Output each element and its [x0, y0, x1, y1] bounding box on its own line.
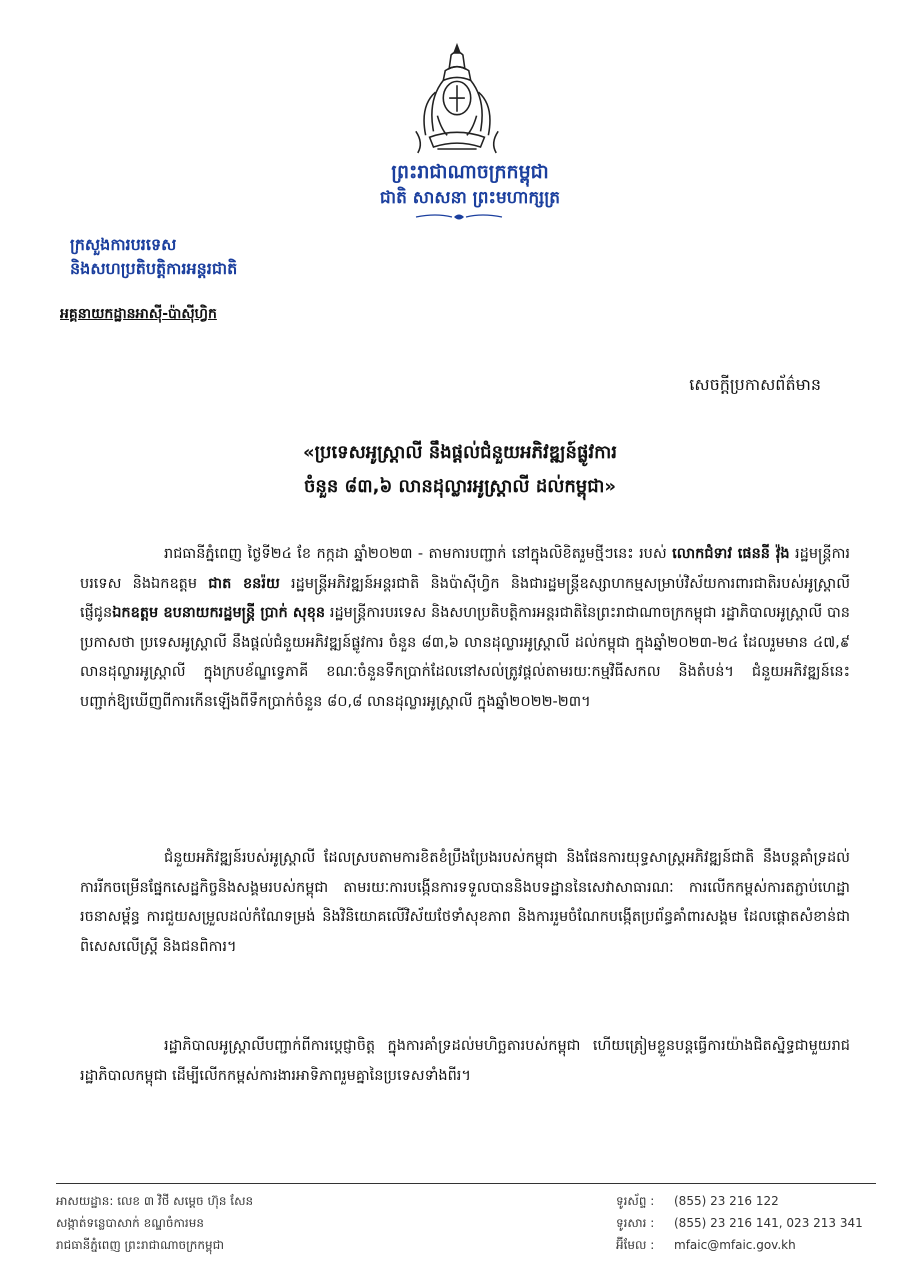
notice-label: សេចក្តីប្រកាសព័ត៌មាន	[689, 375, 821, 394]
email-label: អ៊ីមែល :	[616, 1238, 655, 1252]
p1-bold-2: ជាត ខនរ៉យ	[208, 575, 280, 592]
body-paragraph-2: ជំនួយអភិវឌ្ឍន៍របស់អូស្ត្រាលី ដែលស្របតាមការខិតខំប្រឹងប្រែងរបស់កម្ពុជា និងផែនការយុទ្ធសាស្ត្រអភិវឌ្ឍន៍ជាតិ នឹងបន្តគាំទ្រដល់ការរីកចម្រើនផ្នែកសេដ្ឋកិច្ចនិងសង្គមរបស់កម្ពុជា តាមរយៈការបង្កើនការទទួលបាននិងបទដ្ឋាននៃសេវាសាធារណៈ ការលើកកម្ពស់ការតភ្ជាប់ហេដ្ឋារចនាសម្ព័ន្ធ ការជួយសម្រួលដល់កំណែទម្រង់ និងវិនិយោគលើវិស័យថែទាំសុខភាព និងការរួមចំណែកបង្កើតប្រព័ន្ធគាំពារសង្គម ដែលផ្តោតសំខាន់ជាពិសេសលើស្ត្រី និងជនពិការ។	[80, 850, 850, 955]
p1-text-3: រដ្ឋមន្ត្រីអភិវឌ្ឍន៍អន្តរជាតិ និងប៉ាស៊ីហ្វិក និងជារដ្ឋមន្ត្រីឧស្សាហកម្មសម្រាប់វិស័យការពារជាតិរបស់អូស្ត្រាលី ផ្ញើជូន	[80, 575, 850, 621]
fax-number: (855) 23 216 141, 023 213 341	[674, 1216, 863, 1230]
p1-bold-3: ឯកឧត្តម ឧបនាយករដ្ឋមន្ត្រី ប្រាក់ សុខុន	[112, 605, 326, 621]
address-label: អាសយដ្ឋាន:	[56, 1194, 118, 1208]
p1-text-1: រាជធានីភ្នំពេញ ថ្ងៃទី២៤ ខែ កក្កដា ឆ្នាំ២០២៣ - តាមការបញ្ជាក់ នៅក្នុងលិខិតរួមថ្មីៗនេះ របស់	[164, 546, 673, 562]
ministry-line-2: និងសហប្រតិបត្តិការអន្តរជាតិ	[70, 259, 238, 278]
ornament-divider-icon	[414, 212, 504, 222]
p1-text-4: រដ្ឋមន្ត្រីការបរទេស និងសហប្រតិបត្តិការអន្តរជាតិនៃព្រះរាជាណាចក្រកម្ពុជា រដ្ឋាភិបាលអូស្ត្រាលី បានប្រកាសថា ប្រទេសអូស្ត្រាលី នឹងផ្តល់ជំនួយអភិវឌ្ឍន៍ផ្លូវការ ចំនួន ៨៣,៦ លានដុល្លារអូស្ត្រាលី ដល់កម្ពុជា ក្នុងឆ្នាំ២០២៣-២៤ ដែលរួមមាន ៤៧,៩ លានដុល្លារអូស្ត្រាលី ក្នុងក្របខ័ណ្ឌទ្វេភាគី ខណៈចំនួនទឹកប្រាក់ដែលនៅសល់ត្រូវផ្តល់តាមរយៈកម្មវិធីសកល និងតំបន់។ ជំនួយអភិវឌ្ឍន៍នេះ បញ្ជាក់ឱ្យឃើញពីការកើនឡើងពីទឹកប្រាក់ចំនួន ៨០,៨ លានដុល្លារអូស្ត្រាលី ក្នុងឆ្នាំ២០២២-២៣។	[80, 605, 851, 710]
p1-text-2: រដ្ឋមន្ត្រីការបរទេស និងឯកឧត្តម	[80, 546, 850, 592]
body-paragraph-1	[80, 540, 850, 717]
royal-coat-of-arms-icon	[408, 40, 506, 160]
address-line-3: រាជធានីភ្នំពេញ ព្រះរាជាណាចក្រកម្ពុជា	[56, 1238, 224, 1252]
body-paragraph-3: រដ្ឋាភិបាលអូស្ត្រាលីបញ្ជាក់ពីការប្តេជ្ញាចិត្ត ក្នុងការគាំទ្រដល់មហិច្ឆតារបស់កម្ពុជា ហើយត្រៀមខ្លួនបន្តធ្វើការយ៉ាងជិតស្និទ្ធជាមួយរាជរដ្ឋាភិបាលកម្ពុជា ដើម្បីលើកកម្ពស់ការងារអាទិភាពរួមគ្នានៃប្រទេសទាំងពីរ។	[80, 1038, 850, 1084]
headline-line-1: «ប្រទេសអូស្ត្រាលី នឹងផ្តល់ជំនួយអភិវឌ្ឍន៍ផ្លូវការ	[303, 442, 617, 463]
address-line-1: លេខ ៣ វិថី សម្តេច ហ៊ុន សែន	[117, 1194, 254, 1208]
footer-contacts	[616, 1190, 863, 1256]
headline-line-2: ចំនួន ៨៣,៦ លានដុល្លារអូស្ត្រាលី ដល់កម្ពុជា»	[303, 476, 616, 497]
ministry-heading	[70, 233, 237, 281]
kingdom-title: ព្រះរាជាណាចក្រកម្ពុជា	[391, 161, 549, 183]
email-address[interactable]: mfaic@mfaic.gov.kh	[674, 1238, 796, 1252]
p1-bold-1: លោកជំទាវ ផេននី វ៉ុង	[672, 546, 790, 562]
kingdom-heading	[320, 158, 620, 210]
press-release-headline	[130, 436, 790, 504]
fax-label: ទូរសារ :	[616, 1216, 655, 1230]
phone-label: ទូរស័ព្ទ :	[616, 1194, 655, 1208]
footer-address	[56, 1190, 253, 1256]
ministry-line-1: ក្រសួងការបរទេស	[70, 235, 177, 254]
footer-divider	[56, 1183, 876, 1184]
kingdom-motto: ជាតិ សាសនា ព្រះមហាក្សត្រ	[379, 188, 561, 208]
address-line-2: សង្កាត់ទន្លេបាសាក់ ខណ្ឌចំការមន	[56, 1216, 204, 1230]
department-name: អគ្គនាយកដ្ឋានអាស៊ី-ប៉ាស៊ីហ្វិក	[60, 306, 217, 322]
phone-number: (855) 23 216 122	[674, 1194, 779, 1208]
